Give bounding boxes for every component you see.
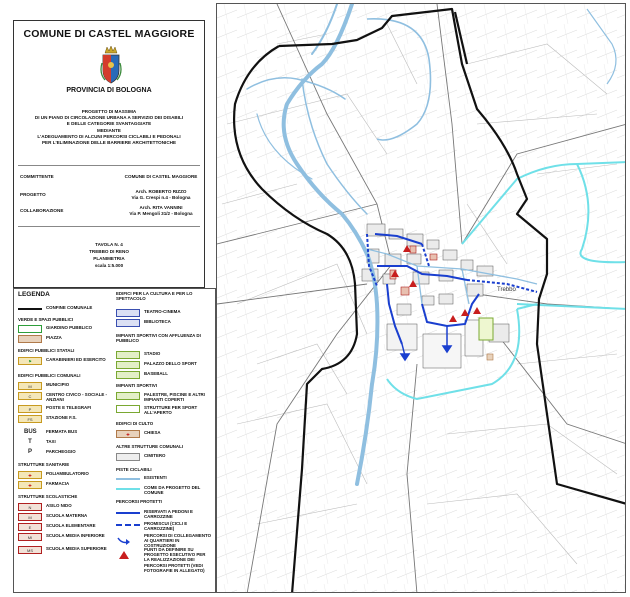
legend-label-giardino-pubblico: GIARDINO PUBBLICO [46, 325, 93, 330]
legend-label-palestre-piscine-e-altri-impianti-copert: PALESTRE, PISCINE E ALTRI IMPIANTI COPERTI [144, 392, 205, 403]
legend-label-stazione-f-s: STAZIONE F.S. [46, 415, 77, 420]
legend-label-parcheggio: PARCHEGGIO [46, 449, 76, 454]
legend-title: LEGENDA [18, 291, 50, 298]
legend-area-symbol: E [18, 523, 42, 531]
legend-label-promiscui-cicli-e-carrozzine: PROMISCUI (CICLI E CARROZZINE) [144, 521, 188, 532]
legend-area-symbol: MI [18, 533, 42, 541]
legend-label-scuola-elementare: SCUOLA ELEMENTARE [46, 523, 96, 528]
project-line: E DELLE CATEGORIE SVANTAGGIATE [66, 121, 152, 127]
legend-section-altre-strutture-comunali: ALTRE STRUTTURE COMUNALI [116, 444, 183, 449]
taxi-icon: T [28, 439, 32, 445]
project-line: PROGETTO DI MASSIMA [81, 109, 137, 114]
legend-label-come-da-progetto-del-comune: COME DA PROGETTO DEL COMUNE [144, 485, 201, 496]
project-line: DI UN PIANO DI CIRCOLAZIONE URBANA A SERVIZIO DEI DISABILI [34, 115, 184, 121]
legend-area-symbol [18, 325, 42, 333]
provincia-title: PROVINCIA DI BOLOGNA [66, 87, 152, 94]
cross-icon: ✚ [18, 471, 42, 479]
progetto-name: Arch. ROBERTO RIZZO [135, 189, 187, 194]
parcheggio-icon: P [27, 449, 32, 455]
legend-line-symbol [116, 524, 140, 526]
legend-line-symbol [18, 308, 42, 310]
legend-area-symbol [116, 371, 140, 379]
progetto-value [117, 189, 205, 201]
coat-of-arms-icon [100, 43, 122, 85]
cross-icon: ✚ [18, 481, 42, 489]
legend-line-symbol [116, 512, 140, 514]
fermata-bus-icon: BUS [24, 429, 37, 435]
legend-section-edifici-pubblici-statali: EDIFICI PUBBLICI STATALI [18, 348, 75, 353]
legend-label-scuola-media-inferiore: SCUOLA MEDIA INFERIORE [46, 533, 105, 538]
legend-label-taxi: TAXI [46, 439, 56, 444]
divider [18, 165, 200, 166]
legend-area-symbol [116, 405, 140, 413]
progetto-label: PROGETTO [20, 192, 46, 197]
warning-triangle-icon [116, 547, 140, 557]
legend-label-riservati-a-pedoni-e-carrozzine: RISERVATI A PEDONI E CARROZZINE [144, 509, 193, 520]
legend-area-symbol [116, 453, 140, 461]
legend-section-strutture-sanitarie: STRUTTURE SANITARIE [18, 462, 70, 467]
committente-value: COMUNE DI CASTEL MAGGIORE [124, 174, 198, 179]
sheet-info [14, 241, 204, 269]
legend-label-confine-comunale: CONFINE COMUNALE [46, 305, 93, 310]
legend-section-piste-ciclabili: PISTE CICLABILI [116, 467, 152, 472]
legend-label-poliambulatorio: POLIAMBULATORIO [46, 471, 89, 476]
legend-area-symbol [116, 392, 140, 400]
flag-icon: ⚑ [18, 357, 42, 365]
legend-section-edifici-pubblici-comunali: EDIFICI PUBBLICI COMUNALI [18, 373, 81, 378]
legend-label-punti-da-definire-su-progetto-esecutivo-: PUNTI DA DEFINIRE SU PROGETTO ESECUTIVO PER LA REALIZZAZIONE DEI PERCORSI PROTETTI (VEDI FOTOGRAFIE IN ALLEGATO) [144, 547, 206, 573]
title-block [13, 20, 205, 288]
project-description [20, 109, 198, 146]
legend-label-fermata-bus: FERMATA BUS [46, 429, 78, 434]
legend-label-strutture-per-sport-all-aperto: STRUTTURE PER SPORT ALL'APERTO [144, 405, 198, 416]
legend-area-symbol: FS [18, 415, 42, 423]
arrow-icon [116, 533, 140, 543]
collaborazione-address: Via P. Mengoli 31/2 - Bologna [129, 211, 193, 216]
legend-label-stadio: STADIO [144, 351, 161, 356]
legend-label-carabinieri-ed-esercito: CARABINIERI ED ESERCITO [46, 357, 106, 362]
legend-area-symbol [18, 335, 42, 343]
legend-left-column [18, 301, 116, 591]
comune-title: COMUNE DI CASTEL MAGGIORE [23, 28, 195, 40]
legend-right-column [116, 291, 214, 591]
cross-icon: ✚ [116, 430, 140, 438]
legend-label-esistenti: ESISTENTI [144, 475, 167, 480]
legend-section-impianti-sportivi-con-affluenza-di-pubbl: IMPIANTI SPORTIVI CON AFFLUENZA DI PUBBLICO [116, 333, 201, 344]
collaborazione-value [117, 205, 205, 217]
legend-label-cimitero: CIMITERO [144, 453, 166, 458]
legend-section-edifici-di-culto: EDIFICI DI CULTO [116, 421, 154, 426]
legend-label-baseball: BASEBALL [144, 371, 168, 376]
legend-section-impianti-sportivi: IMPIANTI SPORTIVI [116, 383, 157, 388]
legend-area-symbol: M [18, 382, 42, 390]
planimetry-map[interactable] [217, 4, 626, 593]
legend-label-scuola-media-superiore: SCUOLA MEDIA SUPERIORE [46, 546, 107, 551]
legend-area-symbol [116, 361, 140, 369]
legend-label-asilo-nido: ASILO NIDO [46, 503, 72, 508]
sheet-subtitle: PLANIMETRIA [93, 256, 125, 261]
map-panel[interactable] [216, 3, 626, 593]
committente-label: COMMITTENTE [20, 174, 54, 179]
project-line: MEDIANTE [97, 127, 121, 133]
legend-label-municipio: MUNICIPIO [46, 382, 70, 387]
progetto-address: Via G. Crespi n.4 - Bologna [131, 195, 191, 200]
place-label-trebbo: Trebbo [497, 287, 516, 293]
project-line: L'ADEGUAMENTO DI ALCUNI PERCORSI CICLABILI E PEDONALI [37, 133, 181, 139]
legend-label-piazza: PIAZZA [46, 335, 62, 340]
legend-panel [13, 288, 216, 593]
project-line: PER L'ELIMINAZIONE DELLE BARRIERE ARCHITETTONICHE [41, 140, 177, 146]
legend-label-poste-e-telegrafi: POSTE E TELEGRAFI [46, 405, 92, 410]
legend-label-scuola-materna: SCUOLA MATERNA [46, 513, 88, 518]
legend-area-symbol: N [18, 503, 42, 511]
legend-section-strutture-scolastiche: STRUTTURE SCOLASTICHE [18, 494, 78, 499]
legend-area-symbol [116, 309, 140, 317]
legend-area-symbol: P [18, 405, 42, 413]
legend-section-verde-e-spazi-pubblici: VERDE E SPAZI PUBBLICI [18, 317, 74, 322]
divider [18, 226, 200, 227]
legend-label-percorsi-di-collegamento-ai-quartieri-in: PERCORSI DI COLLEGAMENTO AI QUARTIERI IN COSTRUZIONE [144, 533, 212, 549]
collaborazione-name: Arch. RITA VANNINI [139, 205, 183, 210]
legend-section-percorsi-protetti: PERCORSI PROTETTI [116, 499, 162, 504]
legend-area-symbol: C [18, 392, 42, 400]
legend-line-symbol [116, 488, 140, 490]
legend-label-centro-civico-sociale-anziani: CENTRO CIVICO - SOCIALE - ANZIANI [46, 392, 107, 403]
sheet-title: TREBBO DI RENO [89, 249, 129, 254]
legend-section-edifici-per-la-cultura-e-per-lo-spettaco: EDIFICI PER LA CULTURA E PER LO SPETTACOLO [116, 291, 193, 302]
legend-label-palazzo-dello-sport: PALAZZO DELLO SPORT [144, 361, 197, 366]
legend-area-symbol [116, 351, 140, 359]
legend-label-teatro-cinema: TEATRO-CINEMA [144, 309, 181, 314]
legend-label-farmacia: FARMACIA [46, 481, 70, 486]
legend-label-biblioteca: BIBLIOTECA [144, 319, 171, 324]
sheet-scale: scala 1:5.000 [94, 263, 124, 268]
sheet-number: TAVOLA N. 4 [95, 242, 123, 247]
legend-area-symbol [116, 319, 140, 327]
legend-line-symbol [116, 478, 140, 480]
legend-label-chiesa: CHIESA [144, 430, 161, 435]
legend-area-symbol: M [18, 513, 42, 521]
legend-area-symbol: MS [18, 546, 42, 554]
collaborazione-label: COLLABORAZIONE [20, 208, 64, 213]
